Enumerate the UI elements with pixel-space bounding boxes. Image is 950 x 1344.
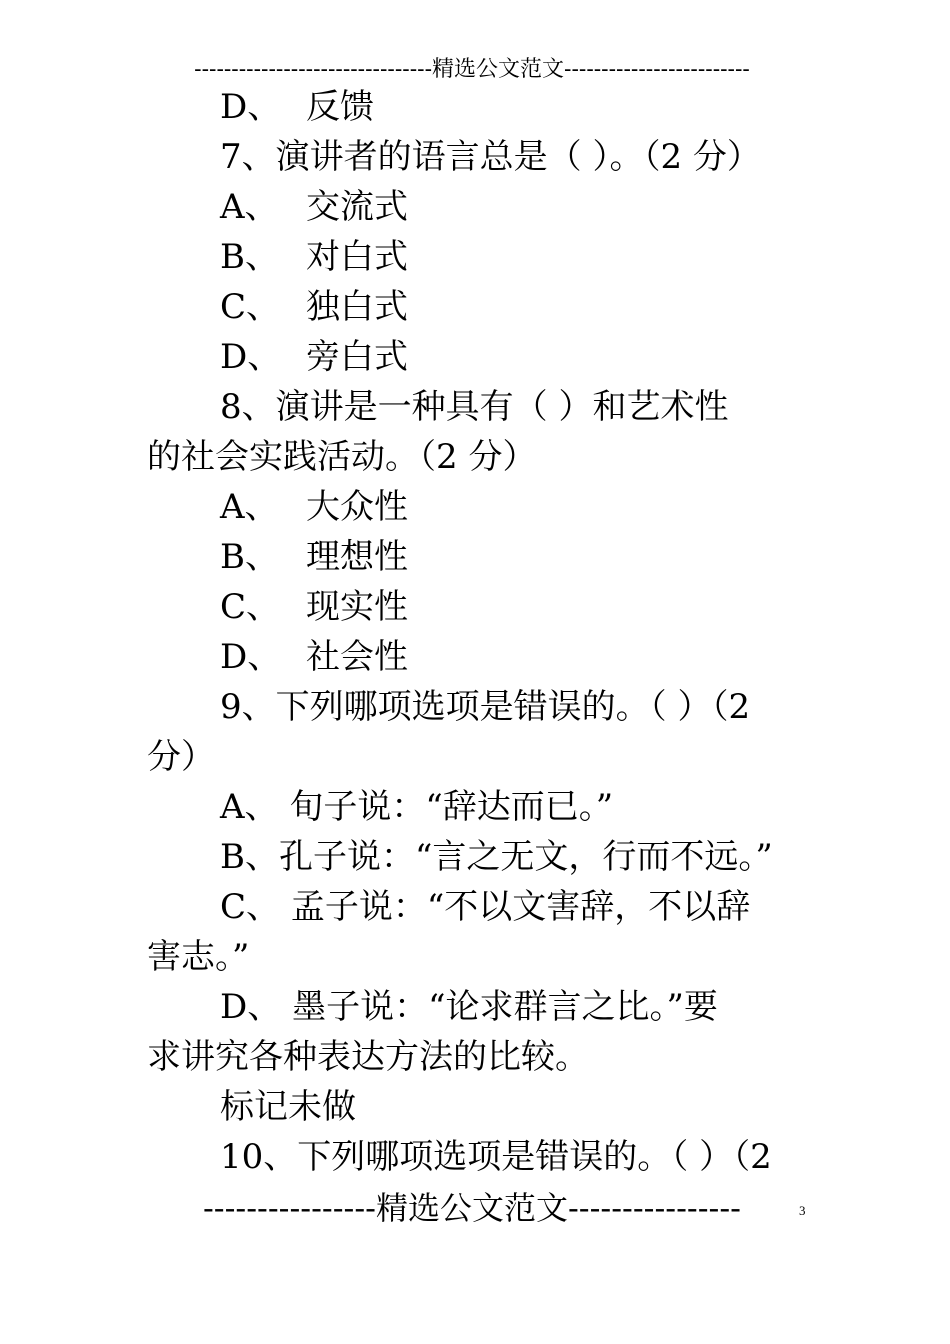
q7-option-d: [220, 332, 408, 382]
option-text: 对白式: [306, 237, 408, 277]
q9-option-c-line1: C、 孟子说：“不以文害辞，不以辞: [220, 887, 751, 927]
page-footer: ----------------精选公文范文----------------: [202, 1189, 741, 1227]
q9-stem-line1: 9、下列哪项选项是错误的。（ ）（2: [220, 687, 751, 727]
option-label: D、: [220, 337, 282, 377]
q8-option-a: [220, 482, 408, 532]
option-label: B、: [220, 537, 279, 577]
option-label: D、: [220, 637, 282, 677]
q7-stem: 7、演讲者的语言总是（ ）。（2 分）: [220, 137, 761, 177]
q6-option-d: [220, 82, 374, 132]
option-text: 反馈: [306, 87, 374, 127]
option-text: 现实性: [306, 587, 408, 627]
option-label: C、: [220, 287, 281, 327]
page-header: --------------------------------精选公文范文-------------------------: [194, 57, 750, 82]
q9-option-c-line2: 害志。”: [147, 937, 250, 977]
q7-option-c: [220, 282, 408, 332]
q8-stem-line2: 的社会实践活动。（2 分）: [147, 437, 537, 477]
option-label: A、: [220, 187, 279, 227]
q9-option-a: A、 旬子说：“辞达而已。”: [220, 787, 614, 827]
option-label: C、: [220, 587, 281, 627]
q9-option-d-line2: 求讲究各种表达方法的比较。: [147, 1037, 589, 1077]
option-text: 旁白式: [306, 337, 408, 377]
option-label: B、: [220, 237, 279, 277]
option-text: 独白式: [306, 287, 408, 327]
q9-option-d-line1: D、 墨子说：“论求群言之比。”要: [220, 987, 718, 1027]
q8-option-d: [220, 632, 408, 682]
q9-mark-status: 标记未做: [220, 1087, 356, 1127]
q8-option-c: [220, 582, 408, 632]
option-text: 交流式: [306, 187, 408, 227]
q10-stem-line1: 10、下列哪项选项是错误的。（ ）（2: [220, 1137, 772, 1177]
q8-stem-line1: 8、演讲是一种具有（ ）和艺术性: [220, 387, 729, 427]
option-text: 社会性: [306, 637, 408, 677]
option-text: 理想性: [306, 537, 408, 577]
q7-option-b: [220, 232, 408, 282]
option-label: A、: [220, 487, 279, 527]
q8-option-b: [220, 532, 408, 582]
q9-option-b: B、孔子说：“言之无文，行而不远。”: [220, 837, 773, 877]
option-text: 大众性: [306, 487, 408, 527]
q9-stem-line2: 分）: [147, 737, 215, 777]
option-label: D、: [220, 87, 282, 127]
q7-option-a: [220, 182, 408, 232]
page-number: 3: [799, 1203, 806, 1218]
